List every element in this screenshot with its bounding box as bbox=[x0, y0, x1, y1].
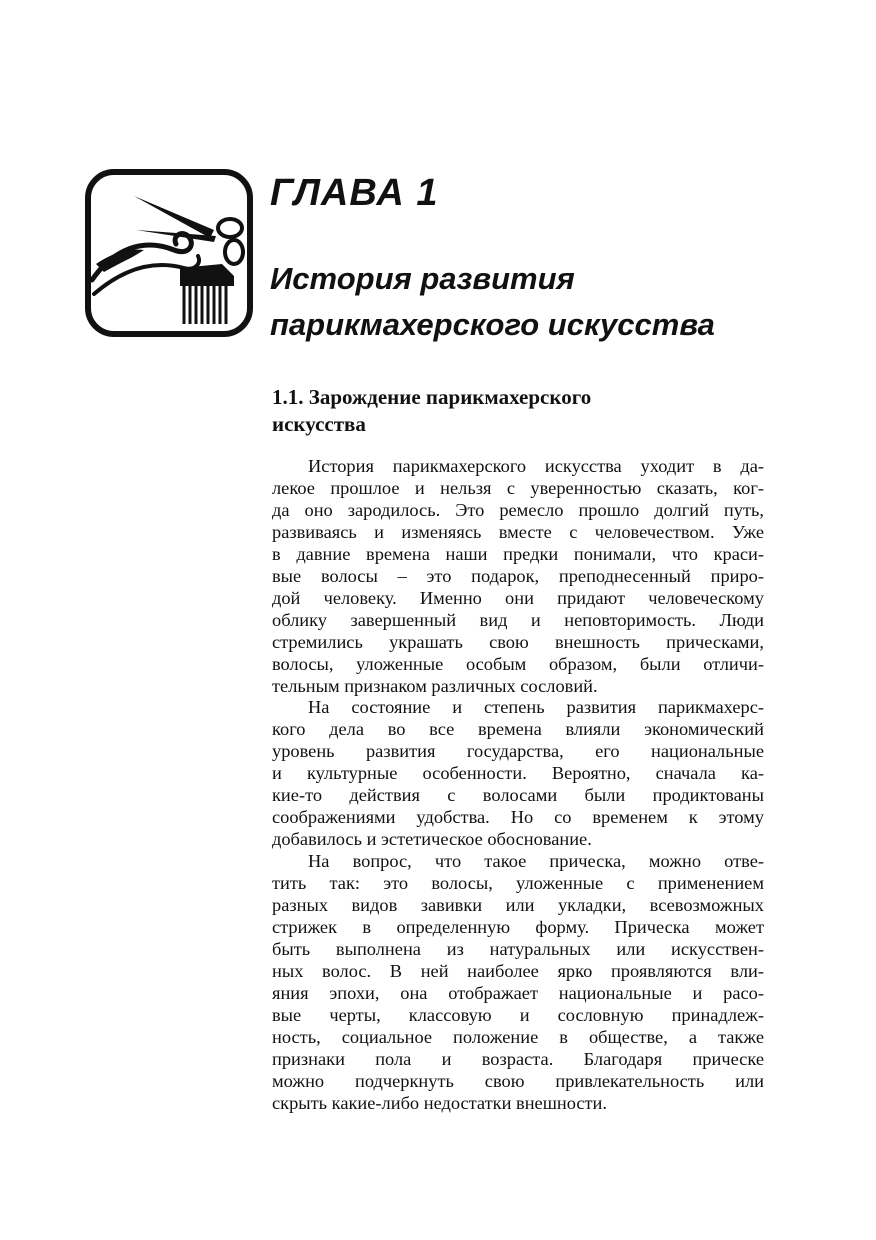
text-line: волосы, уложенные особым образом, были отличи- bbox=[272, 653, 764, 674]
text-line: признаки пола и возраста. Благодаря прическе bbox=[272, 1048, 764, 1069]
text-line: облику завершенный вид и неповторимость. Люди bbox=[272, 609, 764, 630]
text-line: История парикмахерского искусства уходит в да- bbox=[308, 456, 764, 476]
text-line: добавилось и эстетическое обоснование. bbox=[272, 829, 592, 850]
text-line: вые черты, классовую и сословную принадлеж- bbox=[272, 1004, 764, 1025]
text-line: развиваясь и изменяясь вместе с человечеством. Уже bbox=[272, 521, 764, 542]
scissors-comb-hair-icon bbox=[84, 168, 254, 338]
text-line: соображениями удобства. Но со временем к этому bbox=[272, 807, 764, 828]
chapter-title-line: парикмахерского искусства bbox=[270, 307, 715, 342]
text-line: да оно зародилось. Это ремесло прошло долгий путь, bbox=[272, 499, 764, 520]
text-line: тельным признаком различных сословий. bbox=[272, 675, 598, 696]
chapter-title-line: История развития bbox=[270, 261, 575, 296]
paragraph bbox=[272, 697, 764, 851]
chapter-title bbox=[270, 256, 830, 348]
text-line: уровень развития государства, его национальные bbox=[272, 741, 764, 762]
body-text bbox=[272, 456, 764, 1115]
text-line: в давние времена наши предки понимали, что краси- bbox=[272, 543, 764, 564]
section-heading bbox=[272, 384, 692, 438]
paragraph bbox=[272, 851, 764, 1114]
section-heading-line: искусства bbox=[272, 412, 366, 436]
text-line: кие-то действия с волосами были продиктованы bbox=[272, 785, 764, 806]
chapter-label: ГЛАВА 1 bbox=[270, 172, 439, 214]
section-heading-line: 1.1. Зарождение парикмахерского bbox=[272, 385, 592, 409]
text-line: вые волосы – это подарок, преподнесенный приро- bbox=[272, 565, 764, 586]
text-line: яния эпохи, она отображает национальные и расо- bbox=[272, 982, 764, 1003]
text-line: ность, социальное положение в обществе, а также bbox=[272, 1026, 764, 1047]
text-line: На состояние и степень развития парикмахерс- bbox=[308, 697, 764, 718]
text-line: быть выполнена из натуральных или искусствен- bbox=[272, 938, 764, 959]
text-line: стрижек в определенную форму. Прическа может bbox=[272, 917, 764, 938]
text-line: дой человеку. Именно они придают человеческому bbox=[272, 587, 764, 608]
text-line: На вопрос, что такое прическа, можно отве- bbox=[308, 851, 764, 872]
text-line: кого дела во все времена влияли экономический bbox=[272, 719, 764, 740]
text-line: скрыть какие-либо недостатки внешности. bbox=[272, 1092, 608, 1113]
text-line: тить так: это волосы, уложенные с применением bbox=[272, 873, 764, 894]
text-line: стремились украшать свою внешность прическами, bbox=[272, 631, 764, 652]
text-line: можно подчеркнуть свою привлекательность или bbox=[272, 1070, 764, 1091]
paragraph bbox=[272, 456, 764, 697]
text-line: разных видов завивки или укладки, всевозможных bbox=[272, 895, 764, 916]
text-line: лекое прошлое и нельзя с уверенностью сказать, ког- bbox=[272, 477, 764, 498]
text-line: и культурные особенности. Вероятно, сначала ка- bbox=[272, 763, 764, 784]
text-line: ных волос. В ней наиболее ярко проявляются вли- bbox=[272, 960, 764, 981]
